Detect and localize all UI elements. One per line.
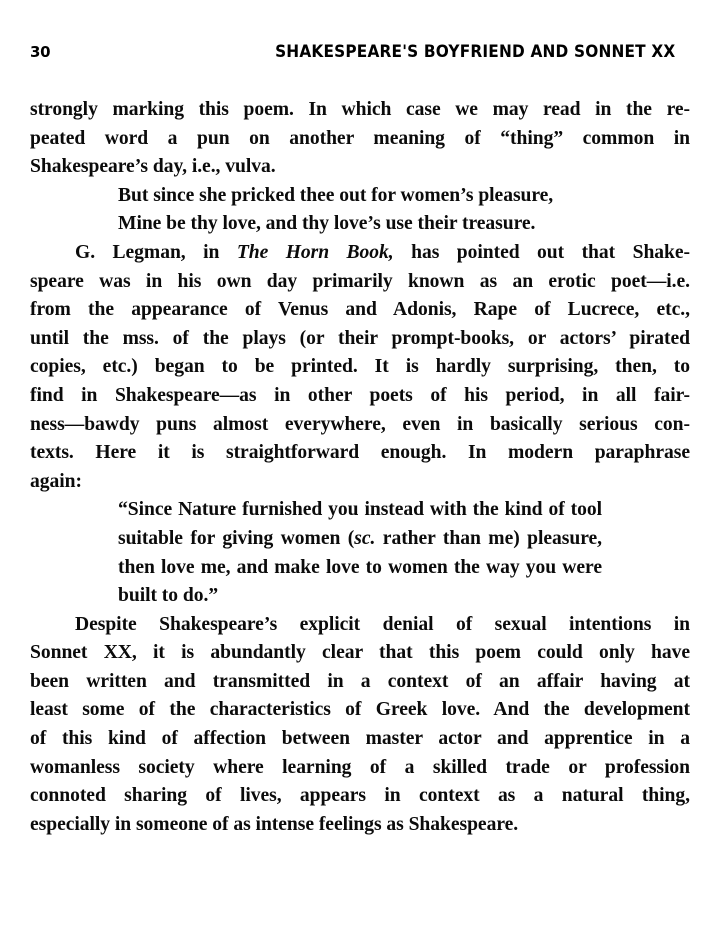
text-line: especially in someone of as intense feelings as Shakespeare.: [30, 813, 519, 835]
text-line: peated word a pun on another meaning of “thing” common in: [30, 127, 690, 149]
running-head-title: SHAKESPEARE'S BOYFRIEND AND SONNET XX: [274, 42, 675, 61]
text-line: of this kind of affection between master actor and apprentice in a: [30, 728, 690, 750]
book-title-italic: The Horn Book,: [236, 241, 394, 263]
quote-line: built to do.”: [118, 585, 219, 607]
text-line: womanless society where learning of a skilled trade or profession: [30, 756, 690, 778]
text-line: again:: [30, 470, 82, 492]
text-line: copies, etc.) began to be printed. It is hardly surprising, then, to: [30, 356, 690, 378]
text-line: connoted sharing of lives, appears in context as a natural thing,: [30, 785, 690, 807]
latin-abbrev-italic: sc.: [354, 527, 376, 549]
text-line: Shakespeare’s day, i.e., vulva.: [30, 156, 276, 178]
paragraph-3: [30, 611, 690, 840]
paragraph-1: [30, 96, 690, 182]
text-line: strongly marking this poem. In which case we may read in the re-: [30, 99, 690, 120]
text-line: been written and transmitted in a context of an affair having at: [30, 670, 690, 692]
verse-line: Mine be thy love, and thy love’s use their treasure.: [118, 213, 536, 235]
text-line: Sonnet XX, it is abundantly clear that this poem could only have: [30, 642, 690, 664]
text-line: ness—bawdy puns almost everywhere, even in basically serious con-: [30, 413, 690, 435]
text-run: suitable for giving women (: [118, 527, 355, 549]
text-line: speare was in his own day primarily known as an erotic poet—i.e.: [30, 270, 690, 292]
paragraph-2: [30, 239, 690, 496]
text-line: [30, 239, 690, 268]
quote-line: then love me, and make love to women the way you were: [118, 556, 602, 578]
block-quotation: [30, 496, 690, 610]
verse-quotation: [30, 182, 690, 239]
page-number: 30: [30, 43, 51, 61]
quote-line: [30, 525, 602, 554]
quote-line: “Since Nature furnished you instead with the kind of tool: [118, 499, 602, 521]
text-line: find in Shakespeare—as in other poets of his period, in all fair-: [30, 384, 690, 406]
text-run: rather than me) pleasure,: [375, 527, 603, 549]
text-run: has pointed out that Shake-: [393, 241, 691, 263]
text-line: until the mss. of the plays (or their prompt-books, or actors’ pirated: [30, 327, 690, 349]
text-line: Despite Shakespeare’s explicit denial of sexual intentions in: [75, 613, 690, 635]
verse-line: But since she pricked thee out for women’s pleasure,: [118, 184, 554, 206]
body-text: [30, 96, 690, 839]
running-head: [30, 44, 690, 68]
text-line: texts. Here it is straightforward enough. In modern paraphrase: [30, 442, 690, 464]
text-line: from the appearance of Venus and Adonis, Rape of Lucrece, etc.,: [30, 299, 690, 321]
text-line: least some of the characteristics of Greek love. And the development: [30, 699, 690, 721]
text-run: G. Legman, in: [75, 241, 237, 263]
